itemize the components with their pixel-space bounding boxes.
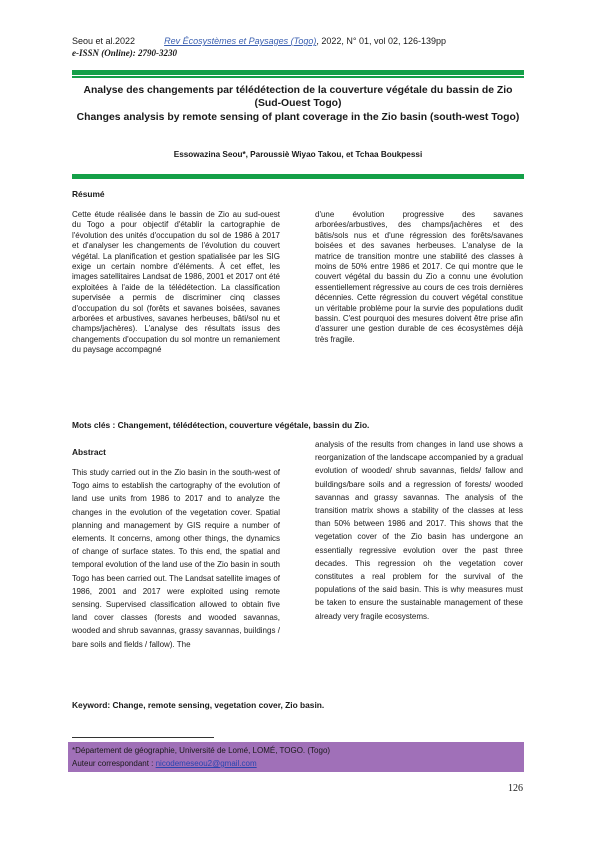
resume-heading: Résumé [72, 189, 105, 199]
resume-text-left: Cette étude réalisée dans le bassin de Zio au sud-ouest du Togo a pour objectif d'établir la cartographie de l'évolution des unités d'occupation du sol de 1986 à 2017 et d'analyser les changements de l'évolution du couvert végétal. La planification et gestion spatialisée par les SIG exige un certain nombre d'éléments. À cet effet, les images satellitaires Landsat de 1986, 2001 et 2017 ont été exploitées à l'aide de la télédétection. La classification supervisée a permis de discriminer cinq classes d'occupation du sol (forêts et savanes boisées, savanes arborées et arbustives, savanes herbeuses, bâti/sol nu et champs/jachères). L'analyse des résultats issus des changements d'occupation du sol montre un remaniement du paysage accompagné [72, 210, 280, 355]
issn-line: e-ISSN (Online): 2790-3230 [72, 48, 177, 58]
corresponding-label: Auteur correspondant : [72, 759, 156, 768]
page-number: 126 [508, 783, 523, 794]
abstract-heading: Abstract [72, 447, 106, 457]
title-rule [72, 174, 524, 179]
footnote-corresponding [72, 757, 520, 770]
abstract-text-left: This study carried out in the Zio basin in the south-west of Togo aims to establish the cartography of the evolution of land use units from 1986 to 2017 and to analyze the changes in the evolution of the vegetation cover. Spatial planning and management by GIS require a number of elements. It concerns, among other things, the dynamics of change of surface states. To this end, the spatial and temporal evolution of the land use of the Zio basin in south Togo has been carried out. The Landsat satellite images of 1986, 2001 and 2017 were exploited using remote sensing. Supervised classification allowed to obtain five land cover classes (forests and wooded savannas, wooded and shrub savannas, grassy savannas, buildings / bare soils and fields / fallow). The [72, 468, 280, 649]
citation-author: Seou et al.2022 [72, 36, 136, 46]
author-list: Essowazina Seou*, Paroussiè Wiyao Takou, et Tchaa Boukpessi [173, 150, 423, 159]
footnote-affiliation: *Département de géographie, Université de Lomé, LOMÉ, TOGO. (Togo) [72, 746, 331, 755]
resume-text-right: d'une évolution progressive des savanes arborées/arbustives, des champs/jachères et des bâtis/sols nus et d'une régression des forêts/savanes boisées et des savanes herbeuses. L'analyse de la matrice de transition montre une stabilité des classes à moins de 50% entre 1986 et 2017. Ce qui montre que le couvert végétal du bassin du Zio a connu une évolution essentiellement régressive au cours de ces trois dernières décennies. Cette régression du couvert végétal constitue un véritable problème pour la survie des populations dudit bassin. C'est pourquoi des mesures doivent être prise afin d'assurer une gestion durable de ces écosystèmes déjà très fragile. [315, 210, 523, 344]
journal-details: , 2022, N° 01, vol 02, 126-139pp [316, 36, 447, 46]
header-rule-thick [72, 70, 524, 75]
header-rule-thin [72, 76, 524, 78]
journal-link[interactable]: Rev Écosystèmes et Paysages (Togo) [164, 36, 317, 46]
title-french: Analyse des changements par télédétection de la couverture végétale du bassin de Zio (Sud-Ouest Togo) [83, 85, 513, 110]
footnote-divider [72, 737, 214, 738]
abstract-text-right: analysis of the results from changes in land use shows a reorganization of the landscape accompanied by a gradual evolution of wooded/ shrub savannas, fields/ fallow and buildings/bare soils and a regression of forests/ wooded savannas and grassy savannas. The analysis of the transition matrix shows a stability of the classes at less than 50% between 1986 and 2017. This shows that the vegetation cover of the Zio basin has undergone an essentially regressive evolution over the past three decades. This regression oh the vegetation cover constitutes a real problem for the survival of the populations of the said basin. This is why measures must be taken to ensure the sustainable management of these already very fragile ecosystems. [315, 440, 523, 621]
header-citation-line [72, 36, 532, 46]
keywords-french: Mots clés : Changement, télédétection, couverture végétale, bassin du Zio. [72, 420, 370, 430]
keywords-english: Keyword: Change, remote sensing, vegetation cover, Zio basin. [72, 700, 325, 710]
footnote-box [68, 742, 524, 772]
email-link[interactable]: nicodemeseou2@gmail.com [155, 759, 257, 768]
title-english: Changes analysis by remote sensing of plant coverage in the Zio basin (south-west Togo) [76, 112, 520, 123]
